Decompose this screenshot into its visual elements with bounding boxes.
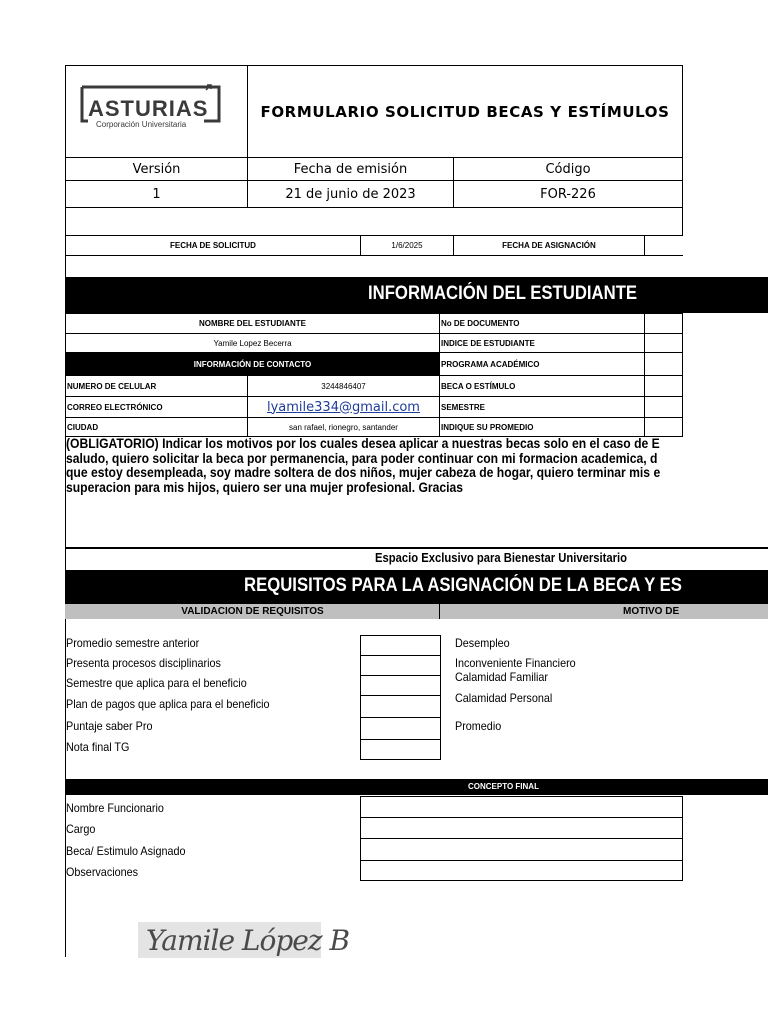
requirement-box-5[interactable] (360, 717, 441, 740)
request-date-label: FECHA DE SOLICITUD (65, 235, 361, 256)
version-label: Versión (65, 157, 248, 181)
name-value[interactable]: Yamile Lopez Becerra (65, 333, 440, 353)
exclusive-label: Espacio Exclusivo para Bienestar Universitario (375, 551, 627, 565)
motive-5: Promedio (455, 719, 502, 733)
average-label: INDIQUE SU PROMEDIO (439, 417, 645, 437)
motive-4: Calamidad Personal (455, 691, 553, 705)
motives-text[interactable] (66, 437, 686, 547)
emission-value: 21 de junio de 2023 (247, 180, 454, 208)
position-field[interactable] (360, 817, 683, 839)
assign-date-value[interactable] (644, 235, 683, 256)
average-value[interactable] (644, 417, 683, 437)
requirement-box-1[interactable] (360, 635, 441, 656)
motive-header: MOTIVO DE (623, 606, 680, 617)
program-label: PROGRAMA ACADÉMICO (439, 352, 645, 376)
official-field[interactable] (360, 796, 683, 818)
right-border-top (682, 207, 683, 235)
emission-label: Fecha de emisión (247, 157, 454, 181)
position-label: Cargo (66, 822, 96, 836)
form-title: FORMULARIO SOLICITUD BECAS Y ESTÍMULOS (247, 65, 683, 158)
requirement-6: Nota final TG (66, 740, 130, 754)
requirement-5: Puntaje saber Pro (66, 719, 153, 733)
phone-label: NUMERO DE CELULAR (65, 375, 248, 397)
motives-line-3: que estoy desempleada, soy madre soltera de dos niños, mujer cabeza de hogar, quiero terminar mis e (66, 465, 661, 480)
motive-1: Desempleo (455, 636, 510, 650)
motive-header-bar (440, 604, 768, 619)
code-value: FOR-226 (453, 180, 683, 208)
doc-label: No DE DOCUMENTO (439, 313, 645, 334)
contact-header-text: INFORMACIÓN DE CONTACTO (193, 359, 312, 369)
assigned-field[interactable] (360, 838, 683, 861)
motive-2: Inconveniente Financiero (455, 656, 576, 670)
assign-date-label: FECHA DE ASIGNACIÓN (453, 235, 645, 256)
assigned-label: Beca/ Estimulo Asignado (66, 844, 186, 858)
requirement-2: Presenta procesos disciplinarios (66, 656, 221, 670)
logo-subtitle: Corporación Universitaria (96, 120, 187, 129)
official-label: Nombre Funcionario (66, 801, 164, 815)
semester-label: SEMESTRE (439, 396, 645, 418)
index-label: INDICE DE ESTUDIANTE (439, 333, 645, 353)
requirement-4: Plan de pagos que aplica para el beneficio (66, 697, 270, 711)
asturias-logo (78, 83, 223, 133)
name-label: NOMBRE DEL ESTUDIANTE (65, 313, 440, 334)
motive-3: Calamidad Familiar (455, 670, 549, 684)
concept-header (65, 779, 768, 795)
logo-text: ASTURIAS (88, 96, 209, 121)
scholarship-label: BECA O ESTÍMULO (439, 375, 645, 397)
motives-line-4: superacion para mis hijos, quiero ser una mujer profesional. Gracias (66, 479, 464, 495)
requirement-box-6[interactable] (360, 739, 441, 760)
scholarship-value[interactable] (644, 375, 683, 397)
city-label: CIUDAD (65, 417, 248, 437)
request-date-value[interactable]: 1/6/2025 (360, 235, 454, 256)
version-value: 1 (65, 180, 248, 208)
header-logo-cell (65, 65, 248, 158)
requirements-title: REQUISITOS PARA LA ASIGNACIÓN DE LA BECA Y ES (244, 575, 682, 596)
notes-field[interactable] (360, 860, 683, 881)
email-value-cell (247, 396, 440, 418)
requirement-box-3[interactable] (360, 675, 441, 696)
validation-header: VALIDACION DE REQUISITOS (65, 604, 440, 619)
doc-value[interactable] (644, 313, 683, 334)
student-section-title-text: INFORMACIÓN DEL ESTUDIANTE (368, 283, 638, 304)
requirement-box-4[interactable] (360, 695, 441, 718)
email-label: CORREO ELECTRÓNICO (65, 396, 248, 418)
signature-text: Yamile López B (146, 924, 350, 957)
concept-title: CONCEPTO FINAL (468, 782, 539, 791)
email-link[interactable]: lyamile334@gmail.com (267, 399, 420, 415)
divider-line (65, 547, 768, 549)
student-section-title (65, 277, 768, 313)
requirement-box-2[interactable] (360, 655, 441, 676)
notes-label: Observaciones (66, 865, 139, 879)
phone-value[interactable]: 3244846407 (247, 375, 440, 397)
motives-line-2: saludo, quiero solicitar la beca por permanencia, para poder continuar con mi formacion academica, d (66, 450, 658, 466)
index-value[interactable] (644, 333, 683, 353)
program-value[interactable] (644, 352, 683, 376)
contact-header (65, 352, 440, 376)
semester-value[interactable] (644, 396, 683, 418)
requirements-title-bar (65, 570, 768, 604)
motives-line-1: (OBLIGATORIO) Indicar los motivos por los cuales desea aplicar a nuestras becas solo en el caso de E (66, 436, 660, 451)
signature-image (138, 922, 350, 958)
code-label: Código (453, 157, 683, 181)
requirement-1: Promedio semestre anterior (66, 636, 200, 650)
city-value[interactable]: san rafael, rionegro, santander (247, 417, 440, 437)
requirement-3: Semestre que aplica para el beneficio (66, 676, 247, 690)
